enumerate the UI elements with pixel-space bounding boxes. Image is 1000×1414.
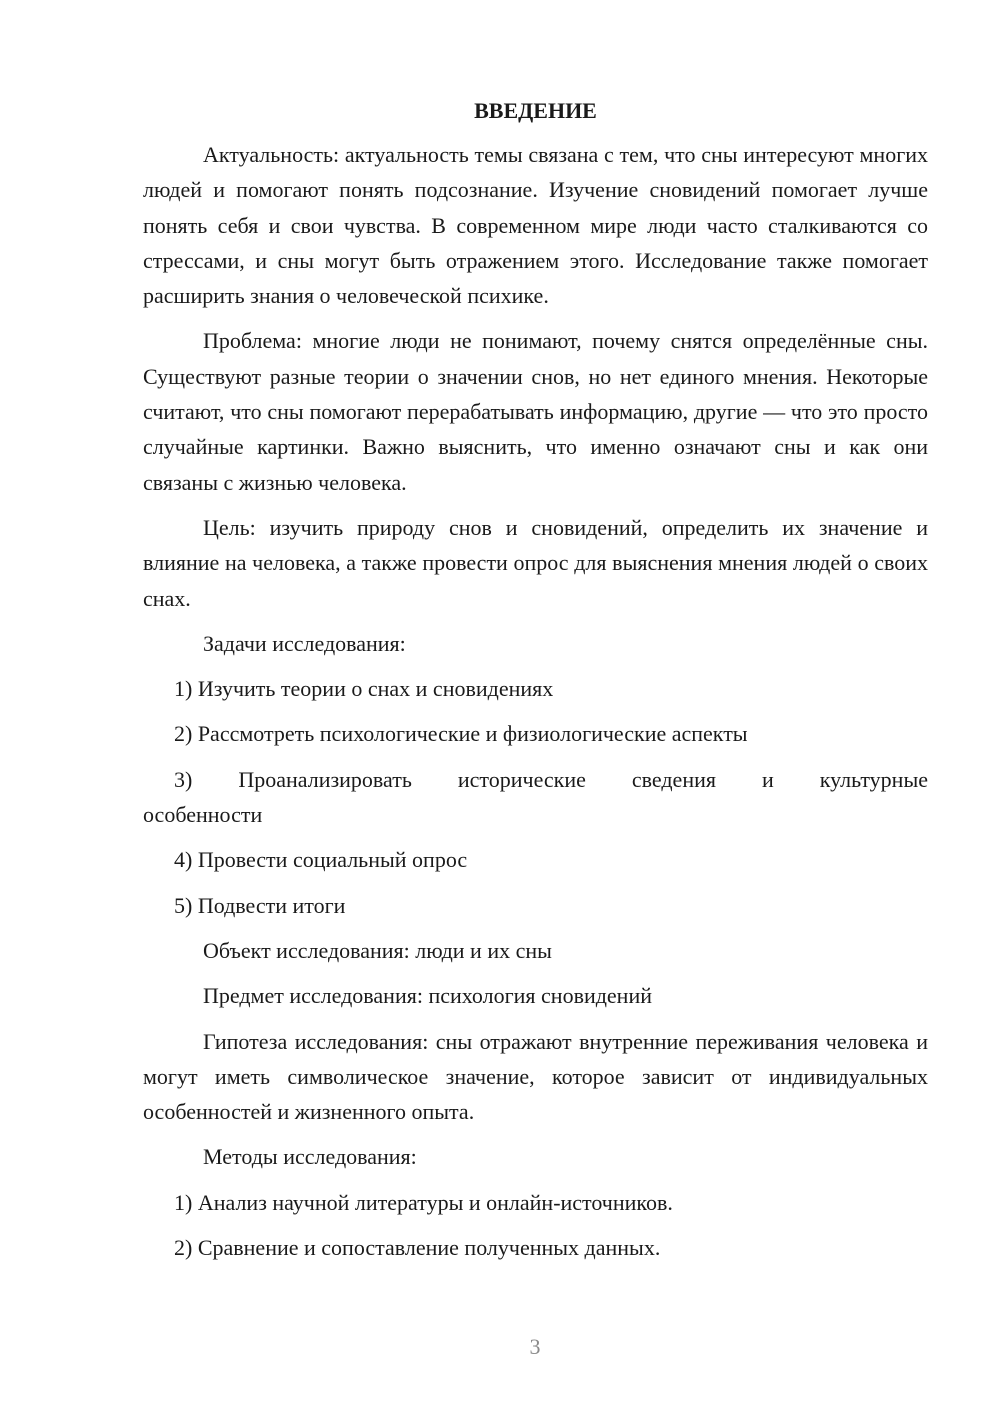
page-content xyxy=(143,96,928,1275)
task-item-4: 4) Провести социальный опрос xyxy=(174,847,468,873)
task-item-3-continuation: особенности xyxy=(143,802,263,828)
task-item-3-text: 3) Проанализировать исторические сведения и культурные xyxy=(174,766,928,792)
task-item-2: 2) Рассмотреть психологические и физиологические аспекты xyxy=(174,721,748,747)
task-item-3 xyxy=(143,762,928,833)
methods-heading: Методы исследования: xyxy=(203,1144,417,1170)
research-object: Объект исследования: люди и их сны xyxy=(203,937,552,963)
page-number: 3 xyxy=(529,1334,541,1359)
goal-paragraph: Цель: изучить природу снов и сновидений, определить их значение и влияние на человека, а также провести опрос для выяснения мнения людей о своих снах. xyxy=(143,514,928,611)
research-subject: Предмет исследования: психология сновидений xyxy=(203,983,653,1009)
hypothesis-paragraph: Гипотеза исследования: сны отражают внутренние переживания человека и могут иметь символическое значение, которое зависит от индивидуальных особенностей и жизненного опыта. xyxy=(143,1028,928,1125)
task-item-5: 5) Подвести итоги xyxy=(174,892,346,918)
relevance-paragraph: Актуальность: актуальность темы связана с тем, что сны интересуют многих людей и помогают понять подсознание. Изучение сновидений помогает лучше понять себя и свои чувства. В современном мире люди часто сталкиваются со стрессами, и сны могут быть отражением этого. Исследование также помогает расширить знания о человеческой психике. xyxy=(143,142,928,309)
problem-paragraph: Проблема: многие люди не понимают, почему снятся определённые сны. Существуют разные теории о значении снов, но нет единого мнения. Некоторые считают, что сны помогают перерабатывать информацию, другие — что это просто случайные картинки. Важно выяснить, что именно означают сны и как они связаны с жизнью человека. xyxy=(143,328,928,495)
task-item-1: 1) Изучить теории о снах и сновидениях xyxy=(174,676,554,702)
method-item-2: 2) Сравнение и сопоставление полученных данных. xyxy=(174,1235,661,1261)
section-title: ВВЕДЕНИЕ xyxy=(474,98,597,123)
tasks-heading: Задачи исследования: xyxy=(203,630,406,656)
method-item-1: 1) Анализ научной литературы и онлайн-источников. xyxy=(174,1189,673,1215)
